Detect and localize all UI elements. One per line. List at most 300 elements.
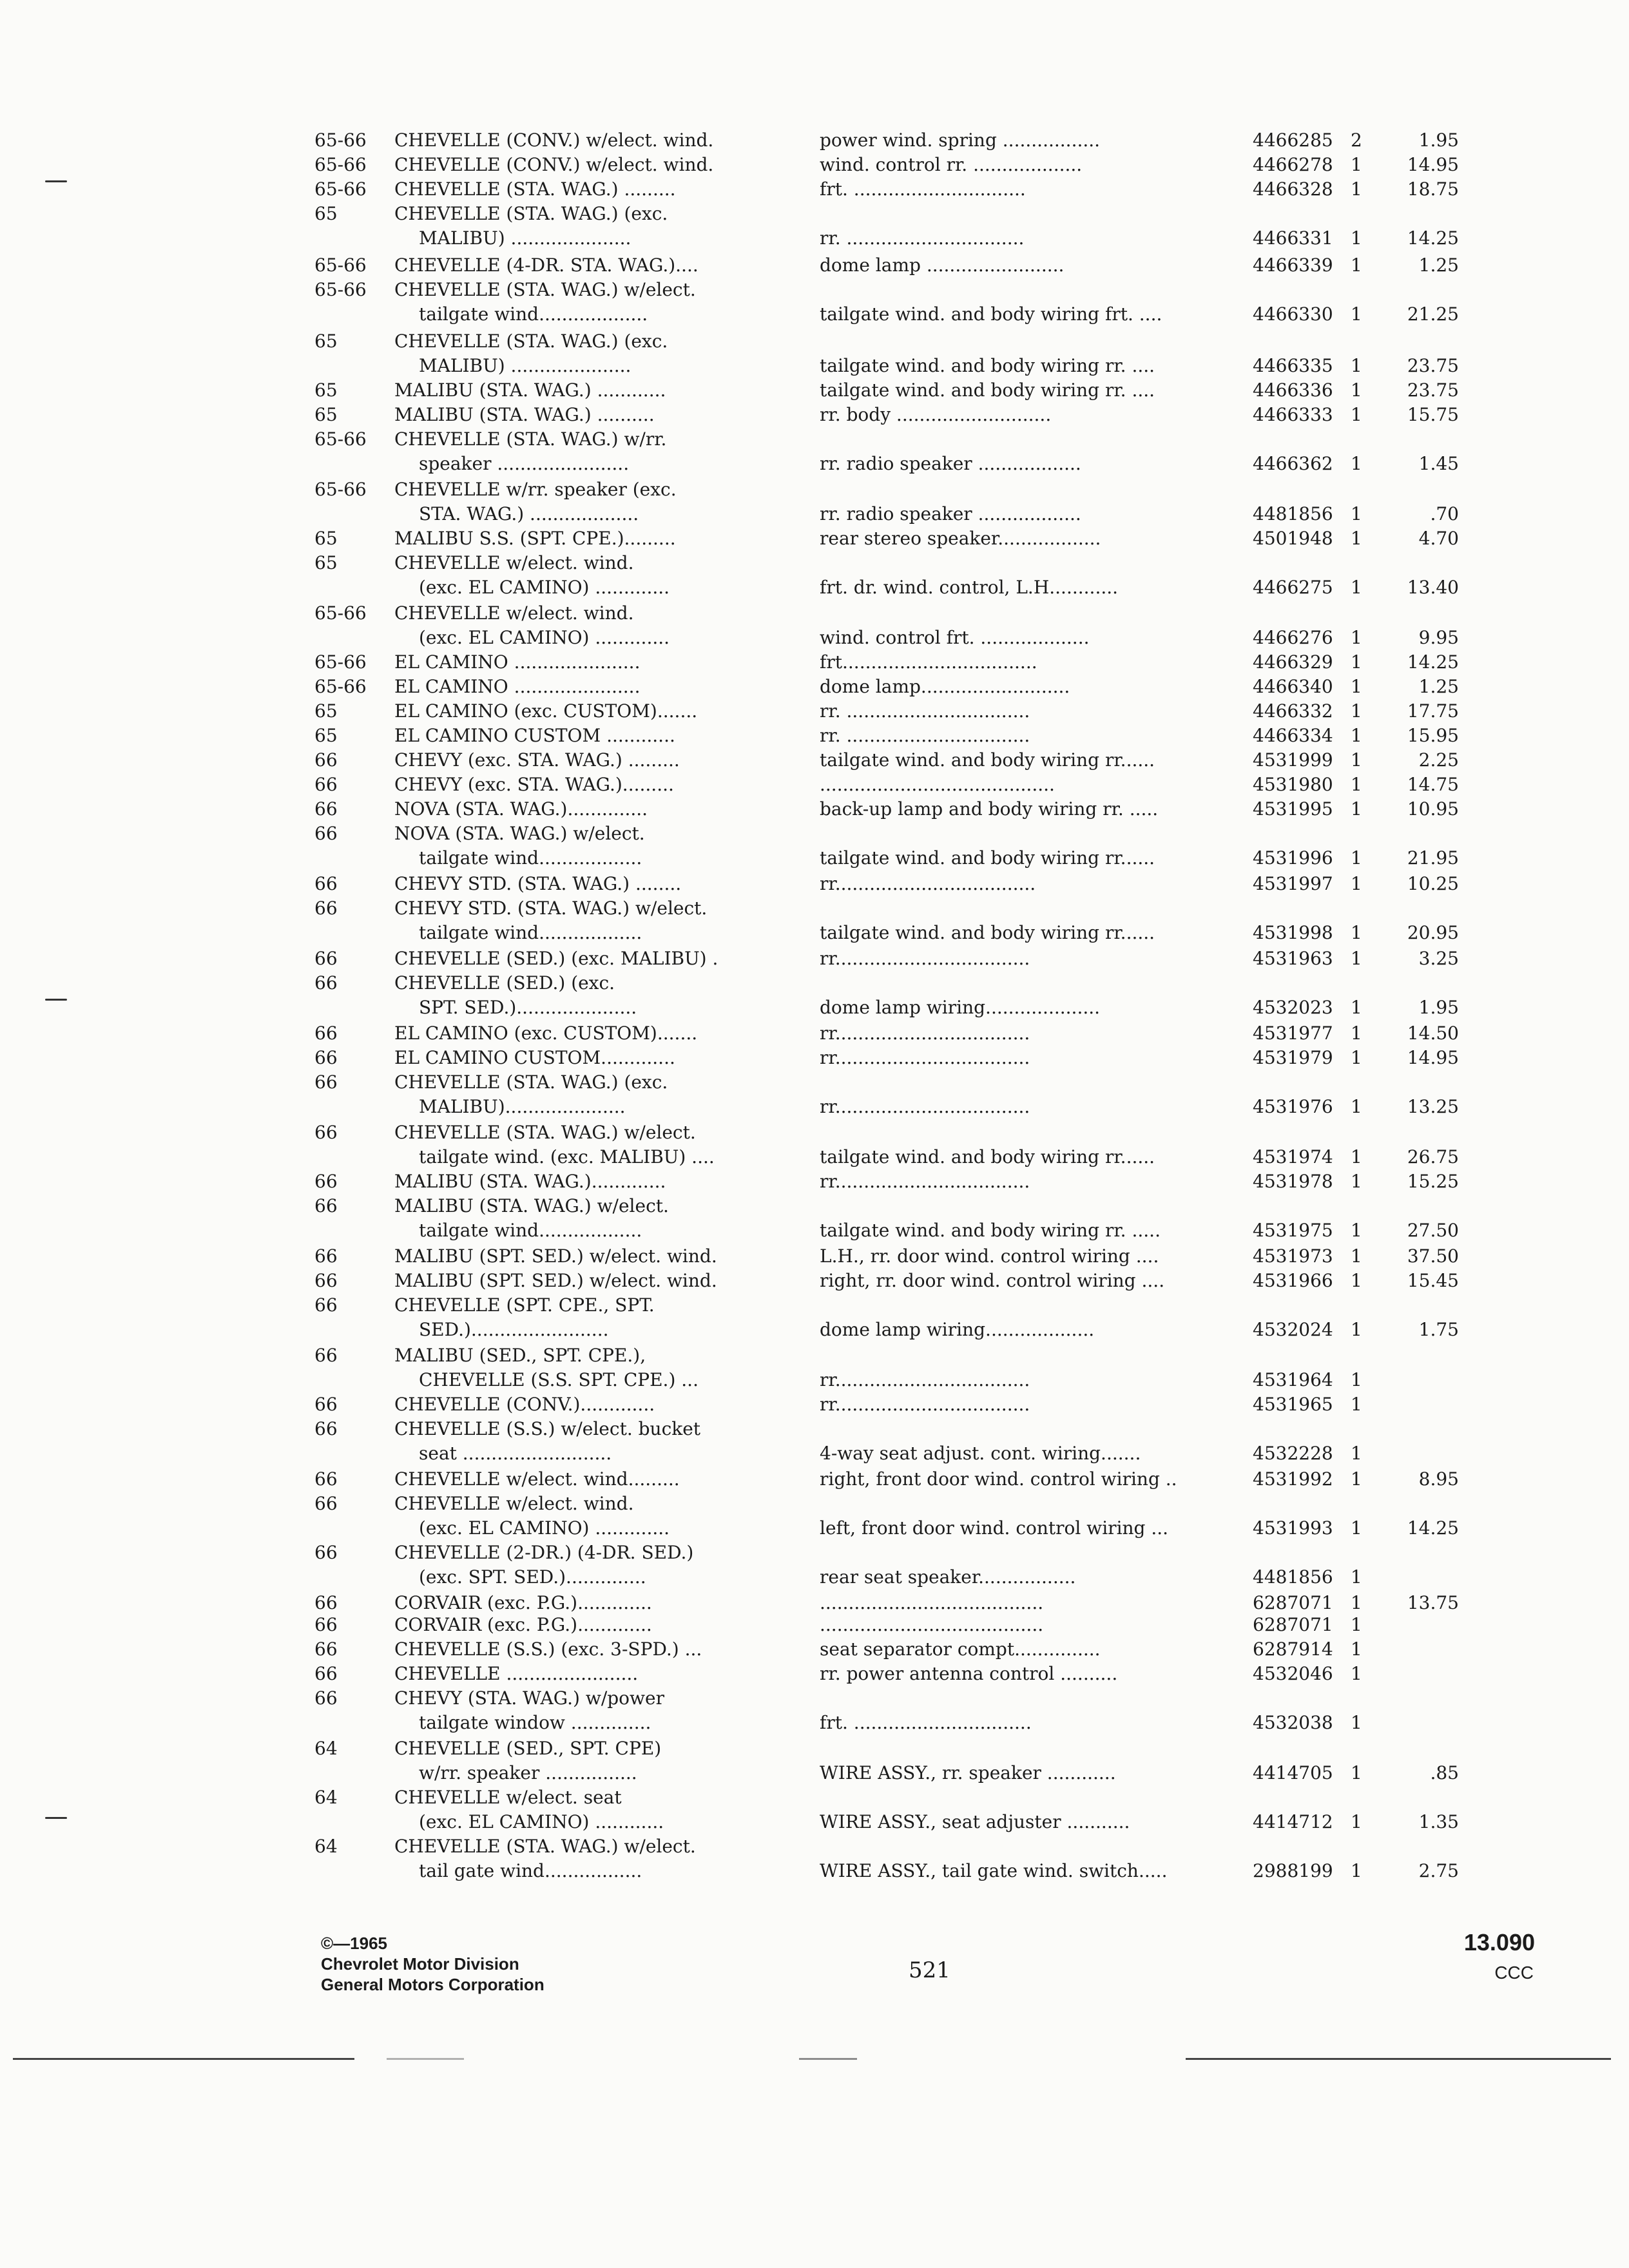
model-cell: CHEVELLE (S.S.) w/elect. bucket <box>394 1418 701 1439</box>
year-cell: 66 <box>314 1639 338 1660</box>
part-number-cell: 2988199 <box>1253 1860 1333 1881</box>
year-cell: 66 <box>314 1418 338 1439</box>
quantity-cell: 1 <box>1351 847 1362 869</box>
price-cell: 21.95 <box>1407 847 1459 869</box>
quantity-cell: 1 <box>1351 380 1362 401</box>
model-cell: CHEVELLE (STA. WAG.) w/elect. <box>394 1122 696 1143</box>
part-number-cell: 4466276 <box>1253 627 1333 648</box>
year-cell: 66 <box>314 823 338 844</box>
year-cell: 66 <box>314 1122 338 1143</box>
description-cell: tailgate wind. and body wiring rr...... <box>820 922 1155 943</box>
part-number-cell: 4414712 <box>1253 1811 1333 1832</box>
description-cell: tailgate wind. and body wiring rr...... <box>820 749 1155 771</box>
quantity-cell: 1 <box>1351 1860 1362 1881</box>
model-continuation-cell: tailgate wind.................. <box>419 1220 642 1241</box>
price-cell: 1.35 <box>1418 1811 1459 1832</box>
price-cell: 21.25 <box>1407 303 1459 325</box>
year-cell: 65-66 <box>314 178 367 200</box>
price-cell: .85 <box>1430 1762 1459 1783</box>
quantity-cell: 1 <box>1351 1394 1362 1415</box>
part-number-cell: 4466329 <box>1253 651 1333 673</box>
description-cell: rr. ................................ <box>820 725 1030 746</box>
quantity-cell: 1 <box>1351 1171 1362 1192</box>
model-continuation-cell: STA. WAG.) ................... <box>419 503 639 524</box>
description-cell: back-up lamp and body wiring rr. ..... <box>820 798 1159 820</box>
year-cell: 66 <box>314 1023 338 1044</box>
description-cell: tailgate wind. and body wiring rr. .... <box>820 380 1155 401</box>
year-cell: 65 <box>314 380 338 401</box>
description-cell: rr.................................. <box>820 1369 1030 1390</box>
description-cell: rr.................................. <box>820 1096 1030 1117</box>
quantity-cell: 1 <box>1351 227 1362 249</box>
year-cell: 65-66 <box>314 154 367 175</box>
year-cell: 66 <box>314 1270 338 1291</box>
part-number-cell: 4531974 <box>1253 1146 1333 1168</box>
year-cell: 65-66 <box>314 255 367 276</box>
description-cell: tailgate wind. and body wiring rr...... <box>820 847 1155 869</box>
description-cell: rear stereo speaker.................. <box>820 528 1101 549</box>
price-cell: 3.25 <box>1418 948 1459 969</box>
model-continuation-cell: tailgate wind.................. <box>419 847 642 869</box>
quantity-cell: 1 <box>1351 1468 1362 1490</box>
scan-edge-line <box>387 2058 464 2060</box>
model-cell: MALIBU (STA. WAG.) w/elect. <box>394 1195 669 1216</box>
description-cell: right, rr. door wind. control wiring .... <box>820 1270 1165 1291</box>
year-cell: 65 <box>314 203 338 224</box>
part-number-cell: 4531979 <box>1253 1047 1333 1068</box>
description-cell: rr.................................. <box>820 948 1030 969</box>
price-cell: 17.75 <box>1407 700 1459 722</box>
year-cell: 65 <box>314 331 338 352</box>
year-cell: 66 <box>314 1047 338 1068</box>
year-cell: 66 <box>314 1072 338 1093</box>
model-cell: CHEVELLE (STA. WAG.) w/rr. <box>394 428 667 450</box>
description-cell: WIRE ASSY., seat adjuster ........... <box>820 1811 1130 1832</box>
model-cell: CHEVELLE (STA. WAG.) (exc. <box>394 331 668 352</box>
description-cell: seat separator compt............... <box>820 1639 1101 1660</box>
corporation-text: General Motors Corporation <box>321 1975 545 1994</box>
part-number-cell: 4531964 <box>1253 1369 1333 1390</box>
description-cell: wind. control rr. ................... <box>820 154 1083 175</box>
description-cell: rr. power antenna control .......... <box>820 1663 1118 1684</box>
quantity-cell: 1 <box>1351 749 1362 771</box>
price-cell: 37.50 <box>1407 1245 1459 1267</box>
quantity-cell: 1 <box>1351 404 1362 425</box>
model-continuation-cell: SPT. SED.)..................... <box>419 997 637 1018</box>
model-cell: CHEVY (exc. STA. WAG.) ......... <box>394 749 680 771</box>
year-cell: 65 <box>314 528 338 549</box>
description-cell: dome lamp.......................... <box>820 676 1070 697</box>
publisher-block <box>321 1933 545 1995</box>
part-number-cell: 4466328 <box>1253 178 1333 200</box>
part-number-cell: 4481856 <box>1253 1566 1333 1588</box>
model-continuation-cell: (exc. EL CAMINO) ............. <box>419 627 670 648</box>
year-cell: 66 <box>314 1294 338 1316</box>
model-continuation-cell: speaker ....................... <box>419 453 630 474</box>
price-cell: 10.95 <box>1407 798 1459 820</box>
year-cell: 66 <box>314 1394 338 1415</box>
model-continuation-cell: tailgate wind.................. <box>419 922 642 943</box>
description-cell: rr.................................. <box>820 1023 1030 1044</box>
quantity-cell: 1 <box>1351 774 1362 795</box>
year-cell: 65 <box>314 700 338 722</box>
part-number-cell: 4532046 <box>1253 1663 1333 1684</box>
margin-mark <box>45 999 67 1001</box>
price-cell: 14.50 <box>1407 1023 1459 1044</box>
quantity-cell: 1 <box>1351 1270 1362 1291</box>
part-number-cell: 6287071 <box>1253 1614 1333 1635</box>
model-continuation-cell: tailgate wind................... <box>419 303 648 325</box>
price-cell: 1.25 <box>1418 676 1459 697</box>
model-cell: CHEVELLE (SPT. CPE., SPT. <box>394 1294 655 1316</box>
quantity-cell: 1 <box>1351 1047 1362 1068</box>
year-cell: 66 <box>314 1468 338 1490</box>
year-cell: 66 <box>314 972 338 994</box>
model-cell: CHEVELLE (SED., SPT. CPE) <box>394 1738 662 1759</box>
model-cell: CORVAIR (exc. P.G.)............. <box>394 1614 652 1635</box>
part-number-cell: 4466340 <box>1253 676 1333 697</box>
description-cell: ....................................... <box>820 1614 1044 1635</box>
description-cell: frt. ............................... <box>820 1712 1032 1733</box>
quantity-cell: 1 <box>1351 453 1362 474</box>
year-cell: 66 <box>314 1493 338 1514</box>
price-cell: 14.95 <box>1407 154 1459 175</box>
year-cell: 66 <box>314 1195 338 1216</box>
quantity-cell: 1 <box>1351 873 1362 894</box>
price-cell: 27.50 <box>1407 1220 1459 1241</box>
quantity-cell: 1 <box>1351 1443 1362 1464</box>
description-cell: dome lamp wiring................... <box>820 1319 1095 1340</box>
part-number-cell: 4466334 <box>1253 725 1333 746</box>
part-number-cell: 4531975 <box>1253 1220 1333 1241</box>
quantity-cell: 1 <box>1351 503 1362 524</box>
quantity-cell: 1 <box>1351 1146 1362 1168</box>
description-cell: wind. control frt. ................... <box>820 627 1090 648</box>
quantity-cell: 1 <box>1351 1566 1362 1588</box>
part-number-cell: 4531997 <box>1253 873 1333 894</box>
price-cell: 13.25 <box>1407 1096 1459 1117</box>
description-cell: rear seat speaker................. <box>820 1566 1076 1588</box>
year-cell: 66 <box>314 774 338 795</box>
model-cell: CHEVELLE (4-DR. STA. WAG.).... <box>394 255 699 276</box>
page-number: 521 <box>909 1957 950 1983</box>
model-cell: MALIBU (SPT. SED.) w/elect. wind. <box>394 1245 717 1267</box>
price-cell: 14.25 <box>1407 651 1459 673</box>
year-cell: 66 <box>314 1687 338 1709</box>
year-cell: 66 <box>314 1345 338 1366</box>
copyright-text: ©—1965 <box>321 1934 387 1953</box>
model-cell: CHEVELLE w/elect. wind. <box>394 602 634 624</box>
description-cell: WIRE ASSY., rr. speaker ............ <box>820 1762 1116 1783</box>
year-cell: 66 <box>314 1592 338 1613</box>
quantity-cell: 1 <box>1351 178 1362 200</box>
year-cell: 66 <box>314 749 338 771</box>
part-number-cell: 4531976 <box>1253 1096 1333 1117</box>
part-number-cell: 4531978 <box>1253 1171 1333 1192</box>
part-number-cell: 4466339 <box>1253 255 1333 276</box>
model-cell: MALIBU S.S. (SPT. CPE.)......... <box>394 528 676 549</box>
margin-mark <box>45 1817 67 1819</box>
quantity-cell: 1 <box>1351 627 1362 648</box>
quantity-cell: 1 <box>1351 1319 1362 1340</box>
model-cell: NOVA (STA. WAG.).............. <box>394 798 648 820</box>
model-continuation-cell: tailgate wind. (exc. MALIBU) .... <box>419 1146 715 1168</box>
price-cell: 15.95 <box>1407 725 1459 746</box>
year-cell: 65 <box>314 552 338 573</box>
section-code: CCC <box>1494 1963 1534 1983</box>
description-cell: ....................................... <box>820 1592 1044 1613</box>
model-cell: CHEVELLE w/elect. wind. <box>394 1493 634 1514</box>
price-cell: 8.95 <box>1418 1468 1459 1490</box>
part-number-cell: 4531998 <box>1253 922 1333 943</box>
description-cell: frt.................................. <box>820 651 1037 673</box>
model-cell: MALIBU (SPT. SED.) w/elect. wind. <box>394 1270 717 1291</box>
part-number-cell: 4531999 <box>1253 749 1333 771</box>
model-cell: CHEVELLE (STA. WAG.) (exc. <box>394 203 668 224</box>
part-number-cell: 4531980 <box>1253 774 1333 795</box>
model-cell: MALIBU (STA. WAG.) .......... <box>394 404 655 425</box>
description-cell: rr.................................. <box>820 1171 1030 1192</box>
part-number-cell: 4531995 <box>1253 798 1333 820</box>
description-cell: power wind. spring ................. <box>820 130 1101 151</box>
model-cell: MALIBU (STA. WAG.) ............ <box>394 380 666 401</box>
description-cell: rr.................................. <box>820 1394 1030 1415</box>
price-cell: 20.95 <box>1407 922 1459 943</box>
description-cell: rr. body ........................... <box>820 404 1052 425</box>
model-cell: CHEVELLE (CONV.) w/elect. wind. <box>394 154 714 175</box>
price-cell: 1.95 <box>1418 130 1459 151</box>
model-cell: CHEVELLE ....................... <box>394 1663 639 1684</box>
description-cell: rr. radio speaker .................. <box>820 503 1081 524</box>
price-cell: .70 <box>1430 503 1459 524</box>
description-cell: frt. .............................. <box>820 178 1026 200</box>
quantity-cell: 1 <box>1351 1517 1362 1539</box>
price-cell: 23.75 <box>1407 355 1459 376</box>
part-number-cell: 4466332 <box>1253 700 1333 722</box>
quantity-cell: 1 <box>1351 1245 1362 1267</box>
model-cell: CHEVELLE w/elect. seat <box>394 1787 622 1808</box>
year-cell: 65-66 <box>314 130 367 151</box>
scan-edge-line <box>799 2058 857 2060</box>
price-cell: 14.75 <box>1407 774 1459 795</box>
price-cell: 13.40 <box>1407 577 1459 598</box>
scan-edge-line <box>13 2058 354 2060</box>
price-cell: 15.75 <box>1407 404 1459 425</box>
price-cell: 15.45 <box>1407 1270 1459 1291</box>
quantity-cell: 1 <box>1351 1712 1362 1733</box>
part-number-cell: 4531965 <box>1253 1394 1333 1415</box>
price-cell: 1.25 <box>1418 255 1459 276</box>
year-cell: 65-66 <box>314 651 367 673</box>
model-cell: MALIBU (STA. WAG.)............. <box>394 1171 666 1192</box>
price-cell: 14.25 <box>1407 1517 1459 1539</box>
model-cell: EL CAMINO (exc. CUSTOM)....... <box>394 700 698 722</box>
description-cell: rr. ............................... <box>820 227 1025 249</box>
quantity-cell: 1 <box>1351 1023 1362 1044</box>
description-cell: 4-way seat adjust. cont. wiring....... <box>820 1443 1141 1464</box>
part-number-cell: 4466275 <box>1253 577 1333 598</box>
price-cell: 15.25 <box>1407 1171 1459 1192</box>
description-cell: rr. radio speaker .................. <box>820 453 1081 474</box>
year-cell: 64 <box>314 1787 338 1808</box>
quantity-cell: 1 <box>1351 948 1362 969</box>
price-cell: 10.25 <box>1407 873 1459 894</box>
quantity-cell: 1 <box>1351 1592 1362 1613</box>
model-cell: NOVA (STA. WAG.) w/elect. <box>394 823 645 844</box>
model-continuation-cell: w/rr. speaker ................ <box>419 1762 637 1783</box>
model-cell: EL CAMINO CUSTOM ............ <box>394 725 675 746</box>
model-cell: EL CAMINO (exc. CUSTOM)....... <box>394 1023 698 1044</box>
description-cell: left, front door wind. control wiring ... <box>820 1517 1169 1539</box>
part-number-cell: 4532038 <box>1253 1712 1333 1733</box>
part-number-cell: 4532023 <box>1253 997 1333 1018</box>
description-cell: frt. dr. wind. control, L.H............ <box>820 577 1119 598</box>
model-cell: CHEVELLE (STA. WAG.) (exc. <box>394 1072 668 1093</box>
part-number-cell: 4532228 <box>1253 1443 1333 1464</box>
part-number-cell: 4466331 <box>1253 227 1333 249</box>
scan-edge-line <box>1186 2058 1611 2060</box>
description-cell: ......................................... <box>820 774 1055 795</box>
year-cell: 66 <box>314 798 338 820</box>
price-cell: 1.75 <box>1418 1319 1459 1340</box>
model-continuation-cell: MALIBU) ..................... <box>419 355 631 376</box>
part-number-cell: 4531973 <box>1253 1245 1333 1267</box>
quantity-cell: 1 <box>1351 798 1362 820</box>
model-continuation-cell: MALIBU)..................... <box>419 1096 626 1117</box>
description-cell: tailgate wind. and body wiring rr...... <box>820 1146 1155 1168</box>
part-number-cell: 4481856 <box>1253 503 1333 524</box>
price-cell: 9.95 <box>1418 627 1459 648</box>
quantity-cell: 1 <box>1351 355 1362 376</box>
model-cell: CHEVY (STA. WAG.) w/power <box>394 1687 664 1709</box>
section-number: 13.090 <box>1463 1929 1535 1956</box>
part-number-cell: 4466278 <box>1253 154 1333 175</box>
description-cell: rr................................... <box>820 873 1036 894</box>
model-cell: CHEVELLE w/elect. wind. <box>394 552 634 573</box>
part-number-cell: 4531977 <box>1253 1023 1333 1044</box>
year-cell: 65-66 <box>314 428 367 450</box>
part-number-cell: 4531993 <box>1253 1517 1333 1539</box>
part-number-cell: 4466362 <box>1253 453 1333 474</box>
price-cell: 26.75 <box>1407 1146 1459 1168</box>
model-cell: CHEVELLE (STA. WAG.) w/elect. <box>394 279 696 300</box>
part-number-cell: 4531963 <box>1253 948 1333 969</box>
quantity-cell: 1 <box>1351 700 1362 722</box>
quantity-cell: 1 <box>1351 303 1362 325</box>
model-continuation-cell: SED.)........................ <box>419 1319 609 1340</box>
price-cell: 14.95 <box>1407 1047 1459 1068</box>
year-cell: 66 <box>314 1171 338 1192</box>
price-cell: 2.75 <box>1418 1860 1459 1881</box>
quantity-cell: 1 <box>1351 1811 1362 1832</box>
part-number-cell: 4531992 <box>1253 1468 1333 1490</box>
margin-mark <box>45 180 67 182</box>
year-cell: 64 <box>314 1836 338 1857</box>
price-cell: 1.95 <box>1418 997 1459 1018</box>
division-text: Chevrolet Motor Division <box>321 1954 519 1974</box>
model-cell: CHEVELLE (S.S.) (exc. 3-SPD.) ... <box>394 1639 702 1660</box>
model-continuation-cell: tail gate wind................. <box>419 1860 642 1881</box>
part-number-cell: 4414705 <box>1253 1762 1333 1783</box>
description-cell: tailgate wind. and body wiring frt. .... <box>820 303 1162 325</box>
model-continuation-cell: CHEVELLE (S.S. SPT. CPE.) ... <box>419 1369 699 1390</box>
description-cell: L.H., rr. door wind. control wiring .... <box>820 1245 1159 1267</box>
model-cell: EL CAMINO ...................... <box>394 676 641 697</box>
quantity-cell: 1 <box>1351 651 1362 673</box>
model-cell: CHEVELLE (2-DR.) (4-DR. SED.) <box>394 1542 694 1563</box>
model-cell: CHEVELLE w/rr. speaker (exc. <box>394 479 677 500</box>
description-cell: tailgate wind. and body wiring rr. ..... <box>820 1220 1161 1241</box>
model-continuation-cell: tailgate window .............. <box>419 1712 651 1733</box>
part-number-cell: 4466330 <box>1253 303 1333 325</box>
model-cell: CHEVY STD. (STA. WAG.) ........ <box>394 873 682 894</box>
year-cell: 65-66 <box>314 279 367 300</box>
model-cell: CHEVELLE (CONV.)............. <box>394 1394 655 1415</box>
model-continuation-cell: (exc. EL CAMINO) ............. <box>419 1517 670 1539</box>
model-cell: CHEVELLE (CONV.) w/elect. wind. <box>394 130 714 151</box>
model-cell: CHEVELLE (STA. WAG.) w/elect. <box>394 1836 696 1857</box>
quantity-cell: 1 <box>1351 528 1362 549</box>
model-continuation-cell: (exc. EL CAMINO) ............ <box>419 1811 664 1832</box>
quantity-cell: 1 <box>1351 1639 1362 1660</box>
quantity-cell: 2 <box>1351 130 1362 151</box>
description-cell: dome lamp wiring.................... <box>820 997 1101 1018</box>
price-cell: 13.75 <box>1407 1592 1459 1613</box>
model-cell: EL CAMINO CUSTOM............. <box>394 1047 675 1068</box>
year-cell: 65-66 <box>314 676 367 697</box>
year-cell: 66 <box>314 1542 338 1563</box>
year-cell: 65 <box>314 404 338 425</box>
quantity-cell: 1 <box>1351 1096 1362 1117</box>
quantity-cell: 1 <box>1351 676 1362 697</box>
price-cell: 14.25 <box>1407 227 1459 249</box>
part-number-cell: 4466285 <box>1253 130 1333 151</box>
part-number-cell: 6287914 <box>1253 1639 1333 1660</box>
year-cell: 66 <box>314 1245 338 1267</box>
model-cell: MALIBU (SED., SPT. CPE.), <box>394 1345 646 1366</box>
description-cell: rr. ................................ <box>820 700 1030 722</box>
description-cell: WIRE ASSY., tail gate wind. switch..... <box>820 1860 1168 1881</box>
year-cell: 66 <box>314 873 338 894</box>
part-number-cell: 4532024 <box>1253 1319 1333 1340</box>
year-cell: 65-66 <box>314 602 367 624</box>
description-cell: rr.................................. <box>820 1047 1030 1068</box>
year-cell: 66 <box>314 1663 338 1684</box>
part-number-cell: 4466335 <box>1253 355 1333 376</box>
price-cell: 1.45 <box>1418 453 1459 474</box>
year-cell: 65-66 <box>314 479 367 500</box>
year-cell: 64 <box>314 1738 338 1759</box>
year-cell: 65 <box>314 725 338 746</box>
quantity-cell: 1 <box>1351 1369 1362 1390</box>
year-cell: 66 <box>314 948 338 969</box>
model-cell: EL CAMINO ...................... <box>394 651 641 673</box>
model-cell: CHEVELLE (SED.) (exc. <box>394 972 615 994</box>
price-cell: 4.70 <box>1418 528 1459 549</box>
quantity-cell: 1 <box>1351 997 1362 1018</box>
description-cell: dome lamp ........................ <box>820 255 1065 276</box>
quantity-cell: 1 <box>1351 1220 1362 1241</box>
price-cell: 18.75 <box>1407 178 1459 200</box>
description-cell: tailgate wind. and body wiring rr. .... <box>820 355 1155 376</box>
model-continuation-cell: (exc. EL CAMINO) ............. <box>419 577 670 598</box>
description-cell: right, front door wind. control wiring .. <box>820 1468 1177 1490</box>
quantity-cell: 1 <box>1351 1762 1362 1783</box>
quantity-cell: 1 <box>1351 1614 1362 1635</box>
model-cell: CHEVY (exc. STA. WAG.)......... <box>394 774 674 795</box>
part-number-cell: 4501948 <box>1253 528 1333 549</box>
quantity-cell: 1 <box>1351 1663 1362 1684</box>
